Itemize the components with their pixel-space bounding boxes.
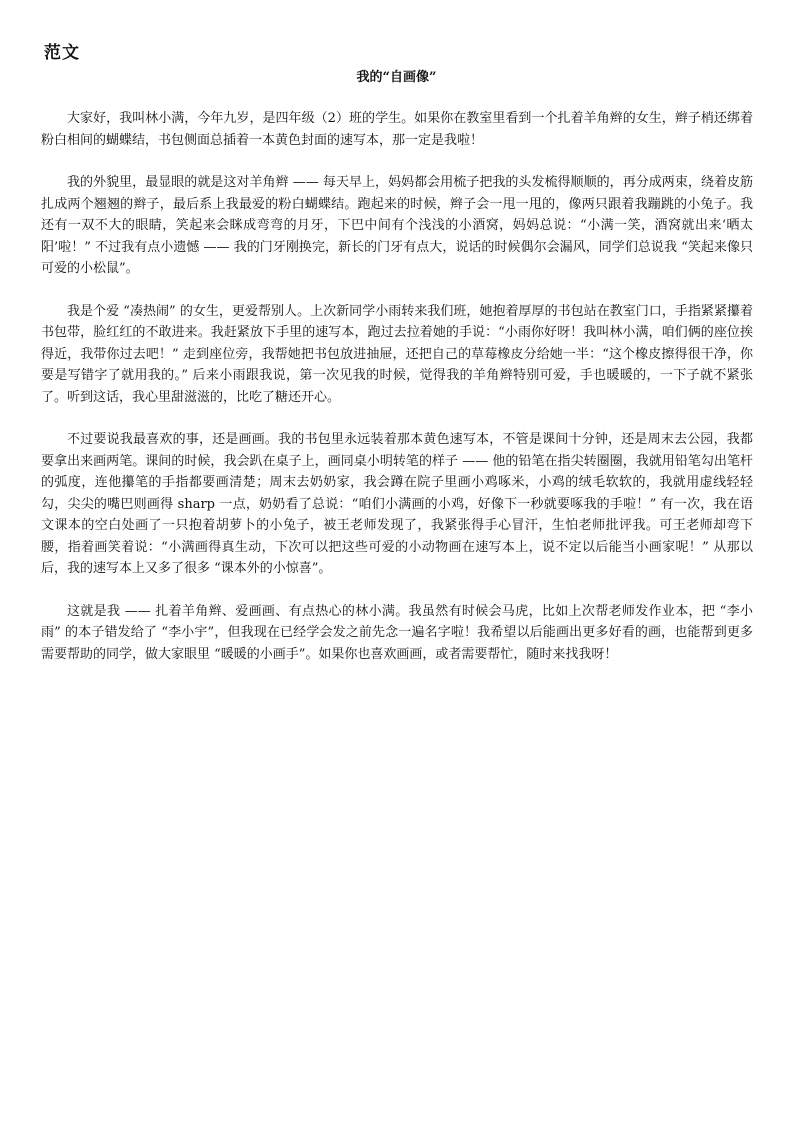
essay-title: 我的“自画像” bbox=[356, 70, 437, 85]
paragraph-intro: 大家好，我叫林小满，今年九岁，是四年级（2）班的学生。如果你在教室里看到一个扎着羊角辫的女生，辫子梢还绑着粉白相间的蝴蝶结，书包侧面总插着一本黄色封面的速写本，那一定是我啦！ bbox=[41, 111, 753, 148]
essay-body bbox=[41, 108, 753, 665]
paragraph-appearance: 我的外貌里，最显眼的就是这对羊角辫 —— 每天早上，妈妈都会用梳子把我的头发梳得顺顺的，再分成两束，绕着皮筋扎成两个翘翘的辫子，最后系上我最爱的粉白蝴蝶结。跑起来的时候，辫子会一甩一甩的，像两只跟着我蹦跳的小兔子。我还有一双不大的眼睛，笑起来会眯成弯弯的月牙，下巴中间有个浅浅的小酒窝，妈妈总说：“小满一笑，酒窝就出来‘晒太阳’啦！” 不过我有点小遗憾 —— 我的门牙刚换完，新长的门牙有点大，说话的时候偶尔会漏风，同学们总说我 “笑起来像只可爱的小松鼠”。 bbox=[41, 175, 753, 276]
section-heading: 范文 bbox=[44, 43, 80, 63]
paragraph-helping: 我是个爱 “凑热闹” 的女生，更爱帮别人。上次新同学小雨转来我们班，她抱着厚厚的书包站在教室门口，手指紧紧攥着书包带，脸红红的不敢进来。我赶紧放下手里的速写本，跑过去拉着她的手说：“小雨你好呀！我叫林小满，咱们俩的座位挨得近，我带你过去吧！” 走到座位旁，我帮她把书包放进抽屉，还把自己的草莓橡皮分给她一半：“这个橡皮擦得很干净，你要是写错字了就用我的。” 后来小雨跟我说，第一次见我的时候，觉得我的羊角辫特别可爱，手也暖暖的，一下子就不紧张了。听到这话，我心里甜滋滋的，比吃了糖还开心。 bbox=[41, 303, 753, 405]
paragraph-drawing: 不过要说我最喜欢的事，还是画画。我的书包里永远装着那本黄色速写本，不管是课间十分钟，还是周末去公园，我都要拿出来画两笔。课间的时候，我会趴在桌子上，画同桌小明转笔的样子 —— 他的铅笔在指尖转圈圈，我就用铅笔勾出笔杆的弧度，连他攥笔的手指都要画清楚；周末去奶奶家，我会蹲在院子里画小鸡啄米，小鸡的绒毛软软的，我就用虚线轻轻勾，尖尖的嘴巴则画得 sharp 一点，奶奶看了总说：“咱们小满画的小鸡，好像下一秒就要啄我的手啦！” 有一次，我在语文课本的空白处画了一只抱着胡萝卜的小兔子，被王老师发现了，我紧张得手心冒汗，生怕老师批评我。可王老师却弯下腰，指着画笑着说：“小满画得真生动，下次可以把这些可爱的小动物画在速写本上，说不定以后能当小画家呢！” 从那以后，我的速写本上又多了很多 “课本外的小惊喜”。 bbox=[41, 432, 753, 576]
paragraph-conclusion: 这就是我 —— 扎着羊角辫、爱画画、有点热心的林小满。我虽然有时候会马虎，比如上次帮老师发作业本，把 “李小雨” 的本子错发给了 “李小宇”，但我现在已经学会发之前先念一遍名字啦！我希望以后能画出更多好看的画，也能帮到更多需要帮助的同学，做大家眼里 “暖暖的小画手”。如果你也喜欢画画，或者需要帮忙，随时来找我呀！ bbox=[41, 603, 753, 662]
